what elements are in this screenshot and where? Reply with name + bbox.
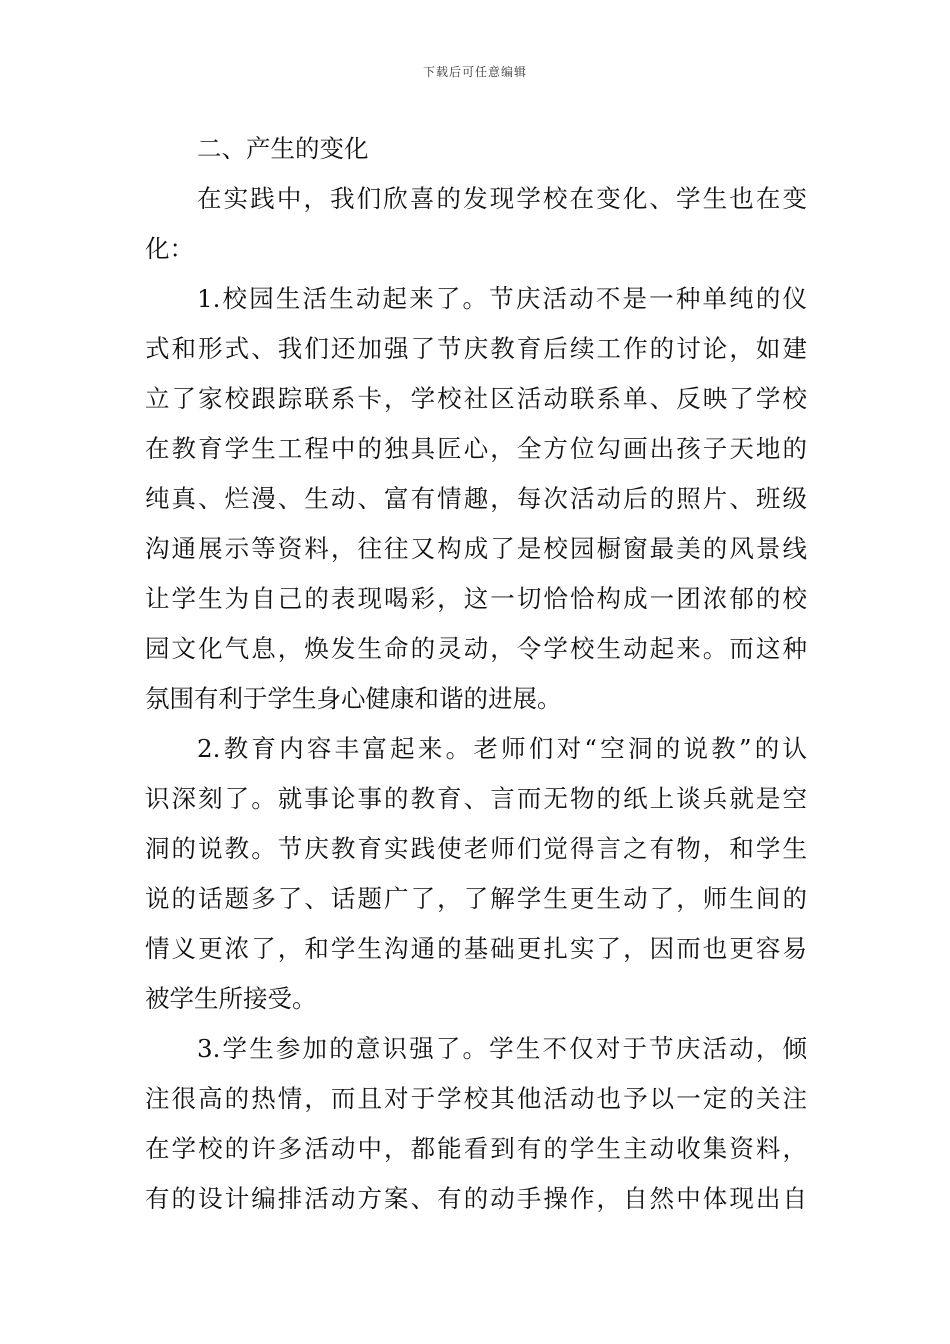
- text-line: 让学生为自己的表现喝彩，这一切恰恰构成一团浓郁的校: [145, 584, 807, 613]
- text-line: 沟通展示等资料，往往又构成了是校园橱窗最美的风景线: [145, 534, 807, 563]
- text-line: 化：: [145, 234, 194, 263]
- text-line: 被学生所接受。: [145, 984, 317, 1013]
- text-line: 式和形式、我们还加强了节庆教育后续工作的讨论，如建: [145, 334, 807, 363]
- text-line: 1.校园生活生动起来了。节庆活动不是一种单纯的仪: [197, 284, 807, 313]
- text-line: 纯真、烂漫、生动、富有情趣，每次活动后的照片、班级: [145, 484, 807, 513]
- text-line: 立了家校跟踪联系卡，学校社区活动联系单、反映了学校: [145, 384, 807, 413]
- document-body: [145, 124, 807, 1224]
- text-line: 在教育学生工程中的独具匠心，全方位勾画出孩子天地的: [145, 434, 807, 463]
- text-line: 3.学生参加的意识强了。学生不仅对于节庆活动，倾: [197, 1034, 807, 1063]
- page-header-note: 下载后可任意编辑: [422, 65, 527, 79]
- text-line: 在实践中，我们欣喜的发现学校在变化、学生也在变: [197, 184, 807, 213]
- text-line: 氛围有利于学生身心健康和谐的进展。: [145, 684, 562, 713]
- text-line: 情义更浓了，和学生沟通的基础更扎实了，因而也更容易: [145, 934, 807, 963]
- text-line: 有的设计编排活动方案、有的动手操作，自然中体现出自: [145, 1184, 807, 1213]
- text-line: 洞的说教。节庆教育实践使老师们觉得言之有物，和学生: [145, 834, 807, 863]
- text-line: 说的话题多了、话题广了，了解学生更生动了，师生间的: [145, 884, 807, 913]
- text-line: 二、产生的变化: [197, 134, 369, 163]
- text-line: 在学校的许多活动中，都能看到有的学生主动收集资料，: [145, 1134, 807, 1163]
- text-line: 识深刻了。就事论事的教育、言而无物的纸上谈兵就是空: [145, 784, 807, 813]
- text-line: 注很高的热情，而且对于学校其他活动也予以一定的关注: [145, 1084, 807, 1113]
- text-line: 2.教育内容丰富起来。老师们对“空洞的说教”的认: [197, 734, 807, 763]
- text-line: 园文化气息，焕发生命的灵动，令学校生动起来。而这种: [145, 634, 807, 663]
